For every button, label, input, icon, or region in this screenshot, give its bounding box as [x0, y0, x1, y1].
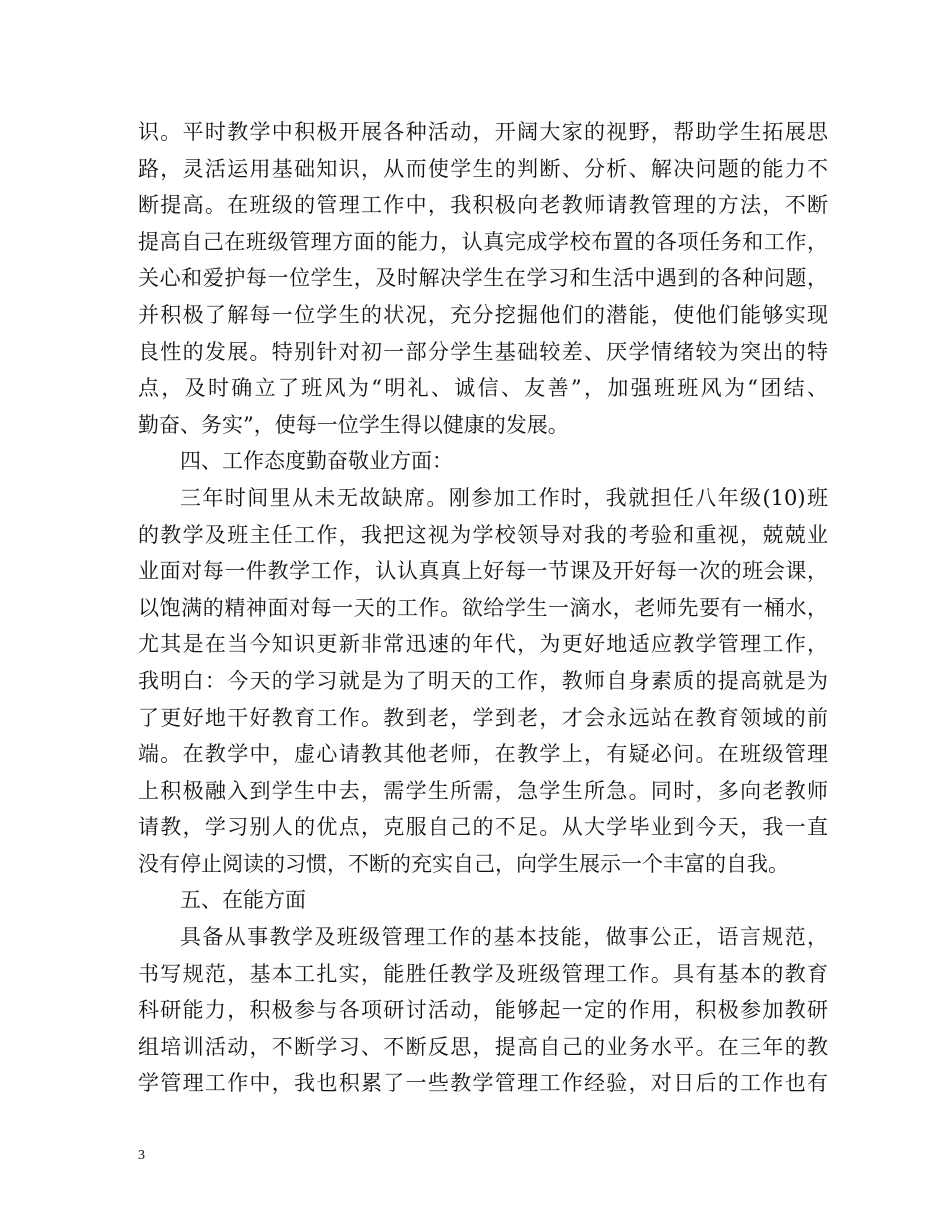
text-line: 以饱满的精神面对每一天的工作。欲给学生一滴水，老师先要有一桶水，: [138, 595, 828, 620]
text-line: 没有停止阅读的习惯，不断的充实自己，向学生展示一个丰富的自我。: [138, 851, 789, 876]
text-line: 提高自己在班级管理方面的能力，认真完成学校布置的各项任务和工作，: [138, 229, 828, 254]
text-line: 三年时间里从未无故缺席。刚参加工作时，我就担任八年级(10)班: [180, 485, 828, 510]
text-line: 关心和爱护每一位学生，及时解决学生在学习和生活中遇到的各种问题，: [138, 266, 828, 291]
text-line: 书写规范，基本工扎实，能胜任教学及班级管理工作。具有基本的教育: [138, 961, 828, 986]
text-line: 我明白：今天的学习就是为了明天的工作，教师自身素质的提高就是为: [138, 668, 828, 693]
text-line: 组培训活动，不断学习、不断反思，提高自己的业务水平。在三年的教: [138, 1034, 828, 1059]
text-line: 具备从事教学及班级管理工作的基本技能，做事公正，语言规范，: [180, 925, 828, 950]
text-line: 勤奋、务实”，使每一位学生得以健康的发展。: [138, 412, 569, 437]
text-line: 科研能力，积极参与各项研讨活动，能够起一定的作用，积极参加教研: [138, 998, 828, 1023]
page-number: 3: [138, 1148, 145, 1163]
text-line: 请教，学习别人的优点，克服自己的不足。从大学毕业到今天，我一直: [138, 815, 828, 840]
text-line: 学管理工作中，我也积累了一些教学管理工作经验，对日后的工作也有: [138, 1071, 828, 1096]
text-line: 并积极了解每一位学生的状况，充分挖掘他们的潜能，使他们能够实现: [138, 302, 828, 327]
text-line: 上积极融入到学生中去，需学生所需，急学生所急。同时，多向老教师: [138, 778, 828, 803]
body-text: [138, 114, 828, 1102]
text-line: 四、工作态度勤奋敬业方面：: [180, 449, 453, 474]
text-line: 了更好地干好教育工作。教到老，学到老，才会永远站在教育领域的前: [138, 705, 828, 730]
text-line: 良性的发展。特别针对初一部分学生基础较差、厌学情绪较为突出的特: [138, 339, 828, 364]
text-line: 五、在能方面: [180, 888, 306, 913]
text-line: 端。在教学中，虚心请教其他老师，在教学上，有疑必问。在班级管理: [138, 742, 828, 767]
text-line: 点，及时确立了班风为“明礼、诚信、友善”，加强班班风为“团结、: [138, 376, 828, 401]
text-line: 断提高。在班级的管理工作中，我积极向老教师请教管理的方法，不断: [138, 193, 828, 218]
text-line: 的教学及班主任工作，我把这视为学校领导对我的考验和重视，兢兢业: [138, 522, 828, 547]
text-line: 识。平时教学中积极开展各种活动，开阔大家的视野，帮助学生拓展思: [138, 120, 828, 144]
text-line: 业面对每一件教学工作，认认真真上好每一节课及开好每一次的班会课，: [138, 559, 828, 584]
text-line: 路，灵活运用基础知识，从而使学生的判断、分析、解决问题的能力不: [138, 156, 828, 181]
text-line: 尤其是在当今知识更新非常迅速的年代，为更好地适应教学管理工作，: [138, 632, 828, 657]
